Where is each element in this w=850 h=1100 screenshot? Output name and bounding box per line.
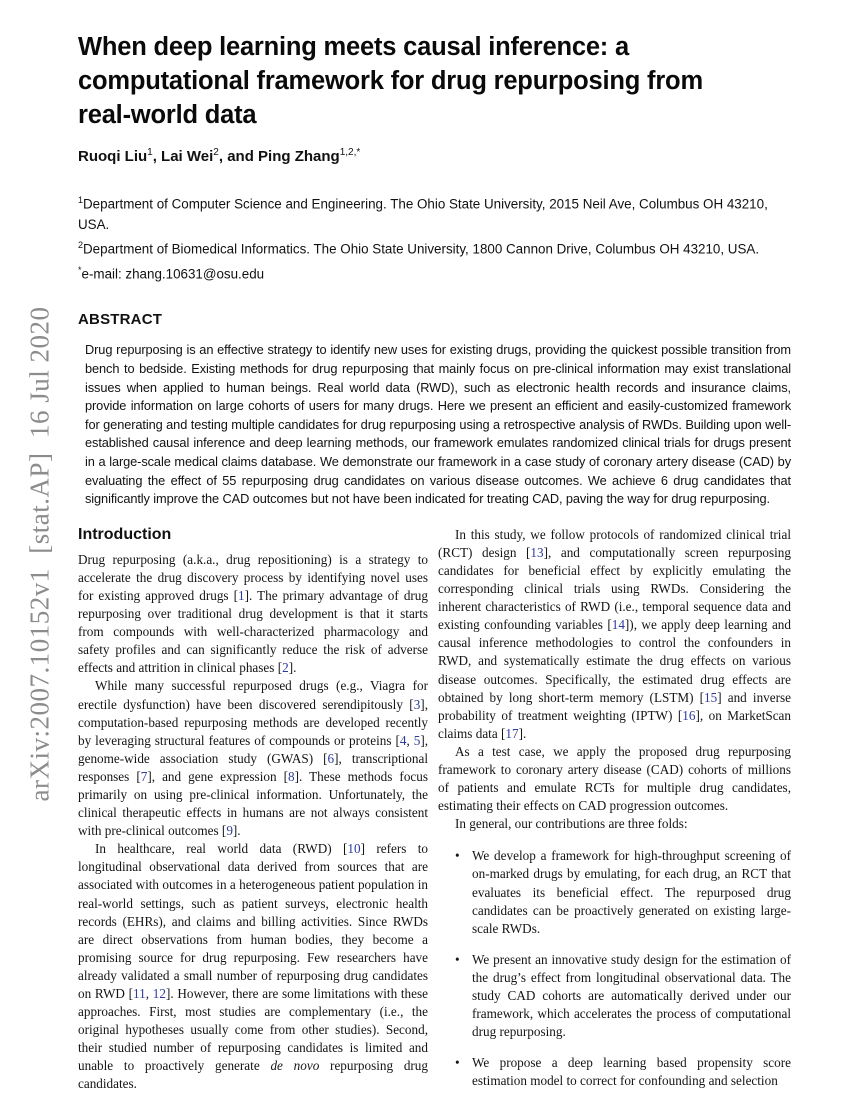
contribution-item-2: • We present an innovative study design for the estimation of the drug’s effect from longitudinal observational data. The study CAD cohorts are automatically derived under our framework, which accelerates the process of computational drug repurposing. [455, 951, 791, 1041]
intro-paragraph-6: In general, our contributions are three folds: [455, 816, 688, 832]
intro-paragraph-5: As a test case, we apply the proposed drug repurposing framework to coronary artery disease (CAD) cohorts of millions of patients and emulate RCTs for multiple drug candidates, estimating their effects on CAD progression outcomes. [438, 743, 791, 814]
citation-link[interactable]: 6 [327, 750, 335, 766]
abstract-text: Drug repurposing is an effective strategy to identify new uses for existing drugs, providing the quickest possible transition from bench to bedside. Existing methods for drug repurposing that mainly focus on pre-clinical information may exist translational issues when applied to human beings. Real world data (RWD), such as electronic health records and insurance claims, provide information on large cohorts of users for many drugs. Here we present an efficient and easily-customized framework for generating and testing multiple candidates for drug repurposing using a retrospective analysis of RWDs. Building upon well-established causal inference and deep learning methods, our framework emulates randomized clinical trials for drugs present in a large-scale medical claims database. We demonstrate our framework in a case study of coronary artery disease (CAD) by evaluating the effect of 55 repurposing drug candidates on various disease outcomes. We achieve 6 drug candidates that significantly improve the CAD outcomes but not have been indicated for treating CAD, paving the way for drug repurposing. [85, 342, 791, 507]
citation-link[interactable]: 17 [505, 725, 519, 741]
left-column [78, 526, 428, 1094]
contribution-item-3: • We propose a deep learning based propensity score estimation model to correct for confounding and selection [455, 1054, 791, 1090]
citation-link[interactable]: 1 [237, 587, 245, 603]
abstract-heading: ABSTRACT [78, 311, 163, 329]
affiliation-2: $^2$Department of Biomedical Informatics. The Ohio State University, 1800 Cannon Drive, Columbus OH 43210, USA. [78, 240, 760, 257]
superscript: 1 [147, 147, 153, 158]
intro-paragraph-4: In this study, we follow protocols of randomized clinical trial (RCT) design [13], and computationally screen repurposing candidates for beneficial effect by explicitly emulating the corresponding clinical trials using RWDs. Considering the inherent characteristics of RWD (i.e., temporal sequence data and existing confounding variables [14]), we apply deep learning and causal inference methodologies to control the confounders in RWD, and systematically estimate the drug effects on various disease outcomes. Specifically, the estimated drug effects are obtained by long short-term memory (LSTM) [15] and inverse probability of treatment weighting (IPTW) [16], on MarketScan claims data [17]. [438, 526, 792, 741]
right-column [438, 526, 791, 1094]
superscript: 1,2,* [339, 147, 361, 158]
intro-paragraph-1: Drug repurposing (a.k.a., drug repositioning) is a strategy to accelerate the drug discovery process by identifying novel uses for existing approved drugs [1]. The primary advantage of drug repurposing over traditional drug development is that it starts from compounds with well-characterized pharmacology and safety profiles and can significantly reduce the risk of adverse effects and attrition in clinical phases [2]. [78, 551, 428, 676]
citation-link[interactable]: 7 [140, 768, 148, 784]
citation-link[interactable]: 9 [226, 823, 233, 839]
contributions-list [438, 847, 791, 1090]
author-line: Ruoqi Liu$^1$, Lai Wei$^2$, and Ping Zhang$^{1,2,*}$ [78, 147, 361, 165]
citation-link[interactable]: 12 [152, 986, 166, 1001]
intro-paragraph-2: While many successful repurposed drugs (e.g., Viagra for erectile dysfunction) have been discovered serendipitously [3], computation-based repurposing methods are developed recently by leveraging structural features of compounds or proteins [4, 5], genome-wide association study (GWAS) [6], transcriptional responses [7], and gene expression [8]. These methods focus primarily on using pre-clinical information. Unfortunately, the clinical therapeutic effects in humans are not always consistent with pre-clinical outcomes [9]. [78, 678, 429, 839]
contribution-item-1: • We develop a framework for high-throughput screening of on-marked drugs by emulating, for each drug, an RCT that evaluates its beneficial effect. The repurposed drug candidates can be proactively generated on existing large-scale RWDs. [455, 847, 791, 937]
citation-link[interactable]: 10 [347, 841, 361, 857]
citation-link[interactable]: 11 [133, 986, 146, 1001]
arxiv-watermark: arXiv:2007.10152v1 [stat.AP] 16 Jul 2020 [24, 306, 55, 802]
paper-title-line-1: When deep learning meets causal inference: a [78, 33, 629, 61]
citation-link[interactable]: 8 [288, 768, 295, 784]
introduction-heading: Introduction [78, 525, 172, 543]
superscript: * [78, 265, 82, 276]
affiliations [78, 190, 791, 285]
two-column-section [78, 526, 791, 1094]
citation-link[interactable]: 15 [704, 689, 718, 705]
citation-link[interactable]: 5 [413, 732, 421, 748]
introduction-body-right [438, 526, 791, 1091]
affiliation-1: $^1$Department of Computer Science and Engineering. The Ohio State University, 2015 Neil Ave, Columbus OH 43210, USA. [78, 195, 768, 232]
citation-link[interactable]: 2 [282, 660, 289, 676]
citation-link[interactable]: 4 [399, 732, 407, 748]
citation-link[interactable]: 14 [611, 617, 625, 633]
citation-link[interactable]: 16 [682, 707, 696, 723]
paper-title [78, 30, 791, 132]
citation-link[interactable]: 13 [530, 544, 544, 560]
citation-link[interactable]: 3 [413, 696, 421, 712]
author-email: *e-mail: zhang.10631@osu.edu [78, 265, 265, 282]
introduction-body-left [78, 551, 428, 1094]
superscript: 2 [213, 147, 219, 158]
superscript: 2 [78, 240, 84, 251]
superscript: 1 [78, 195, 84, 205]
paper-title-line-2: computational framework for drug repurposing from [78, 67, 703, 95]
paper-title-line-3: real-world data [78, 101, 257, 129]
paper-content [78, 30, 791, 1094]
italic-text: de novo [270, 1058, 320, 1074]
intro-paragraph-3: In healthcare, real world data (RWD) [10] refers to longitudinal observational data derived from sources that are associated with outcomes in a heterogeneous patient population in real-world settings, such as patient surveys, electronic health records (EHRs), and claims and billing activities. Since RWDs are direct observations from human bodies, they become a promising source for drug repurposing. Few researchers have already validated a small number of repurposing drug candidates on RWD [11, 12]. However, there are some limitations with these approaches. First, most studies are complementary (i.e., the original hypotheses usually come from other studies). Second, their studied number of repurposing candidates is limited and unable to proactively generate de novo repurposing drug candidates. [78, 841, 428, 1092]
